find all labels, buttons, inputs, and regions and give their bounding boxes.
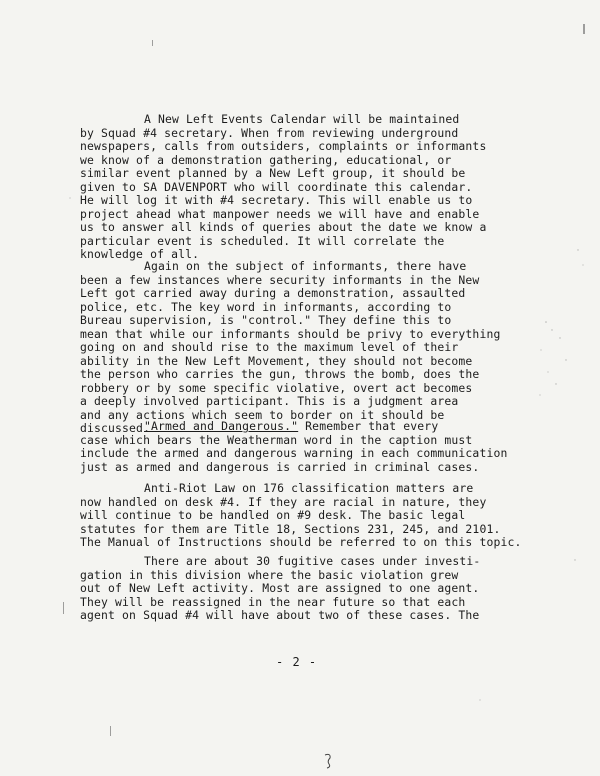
paragraph-anti-riot-law: Anti-Riot Law on 176 classification matters are now handled on desk #4. If they are racial in nature, they will continue to be handled on #9 desk. The basic legal statutes for them are Title 18, Sections 231, 245, and 2101. The Manual of Instructions should be referred to on this topic. [80, 481, 522, 549]
armed-dangerous-heading: "Armed and Dangerous." [144, 419, 299, 433]
paragraph-armed-dangerous [80, 420, 560, 474]
armed-dangerous-text: Remember that every case which bears the Weatherman word in the caption must include the armed and dangerous warning in each communication just as armed and dangerous is carried in criminal cases. [80, 419, 508, 474]
paragraph-informants-control: Again on the subject of informants, there have been a few instances where security informants in the New Left got carried away during a demonstration, assaulted police, etc. The key word in informants, according to Bureau supervision, is "control." They define this to mean that while our informants should be privy to everything going on and should rise to the maximum level of their ability in the New Left Movement, they should not become the person who carries the gun, throws the bomb, does the robbery or by some specific violative, overt act becomes a deeply involved participant. This is a judgment area and any actions which seem to border on it should be discussed. [80, 259, 501, 435]
paragraph-events-calendar: A New Left Events Calendar will be maintained by Squad #4 secretary. When from reviewing underground newspapers, calls from outsiders, complaints or informants we know of a demonstration gathering, educational, or similar event planned by a New Left group, it should be given to SA DAVENPORT who will coordinate this calendar. He will log it with #4 secretary. This will enable us to project ahead what manpower needs we will have and enable us to answer all kinds of queries about the date we know a particular event is scheduled. It will correlate the knowledge of all. [80, 112, 487, 261]
handwritten-mark [322, 752, 336, 770]
paragraph-fugitive-cases: There are about 30 fugitive cases under investi- gation in this division where the basic violation grew out of New Left activity. Most are assigned to one agent. They will be reassigned in the near future so that each agent on Squad #4 will have about two of these cases. The [80, 554, 481, 622]
page-number: - 2 - [276, 655, 318, 669]
